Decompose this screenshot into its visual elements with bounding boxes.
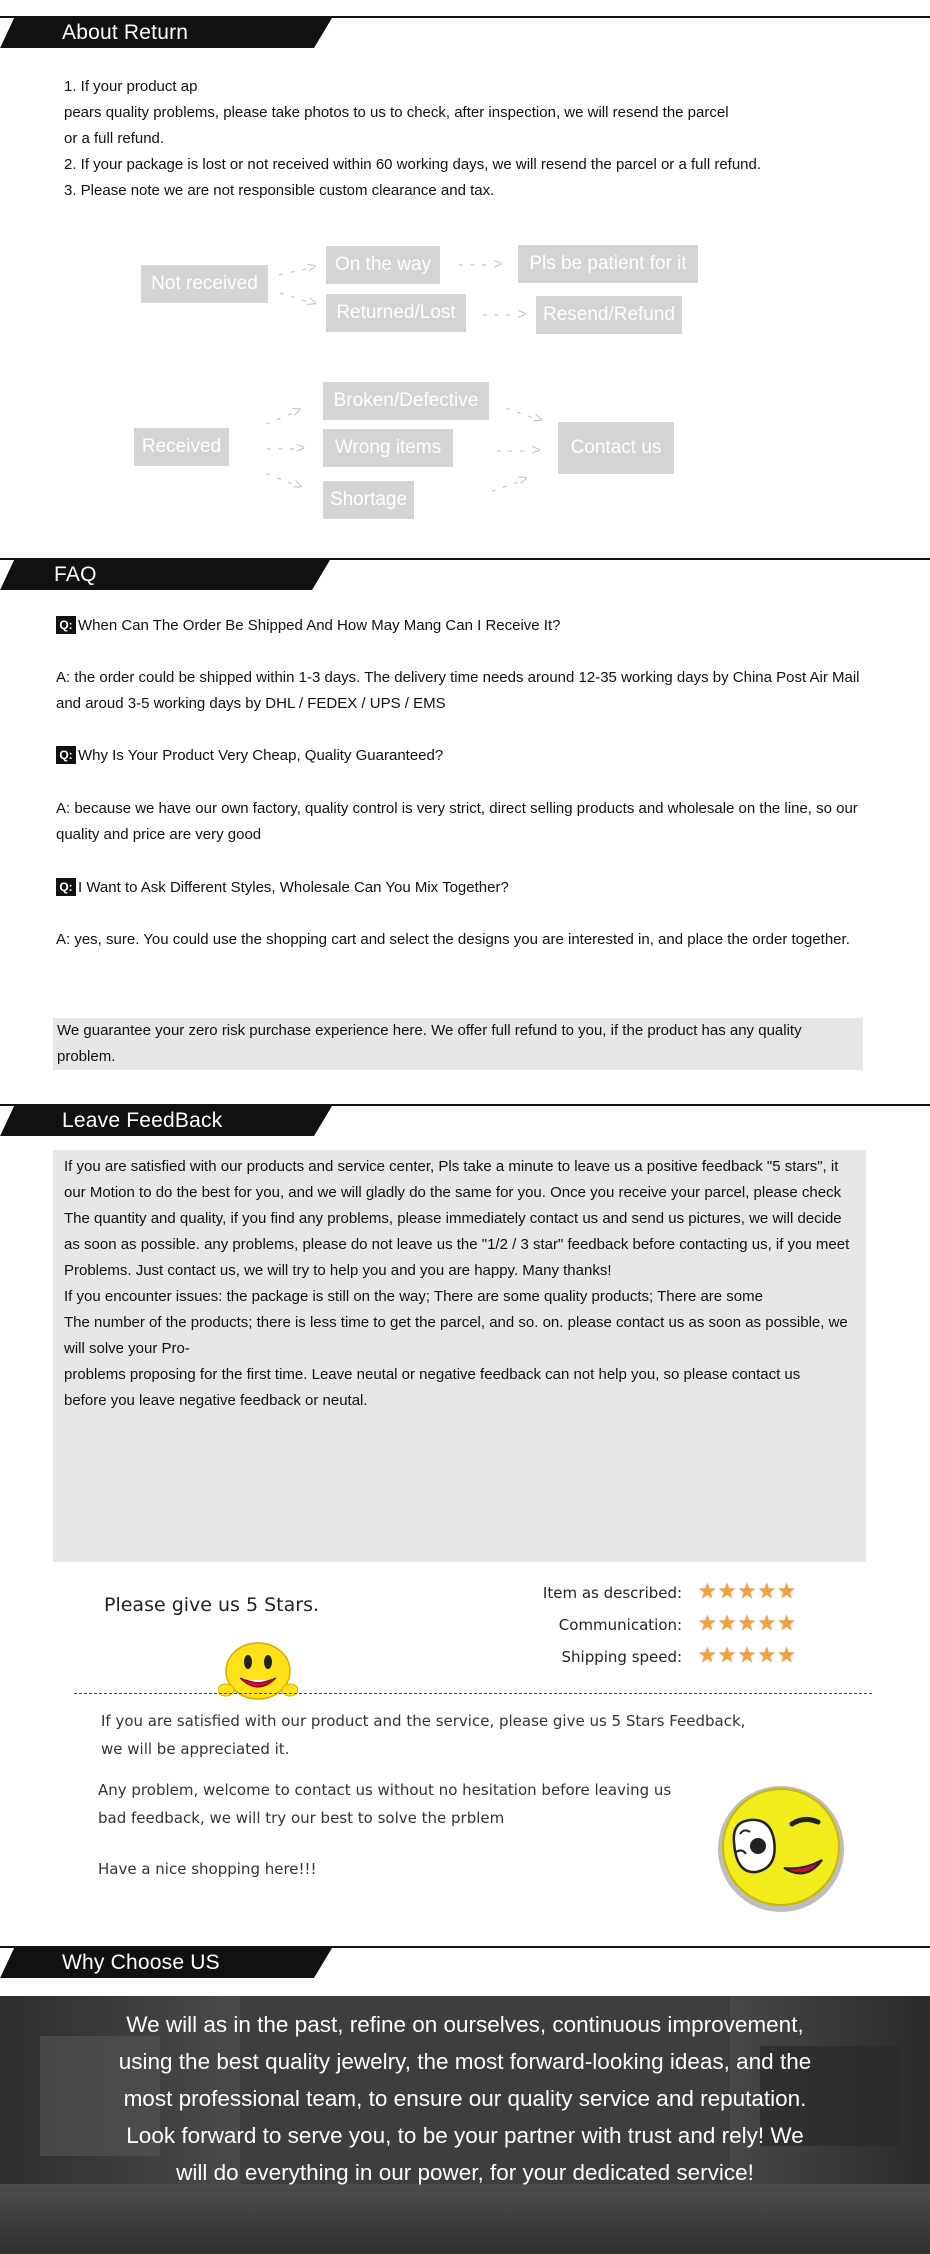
ok-smiley-icon bbox=[714, 1782, 848, 1916]
flow-arrow: - - -> bbox=[488, 469, 532, 500]
star-icon: ★ bbox=[737, 1611, 757, 1635]
about-return-header bbox=[0, 16, 930, 48]
faq-question: Q: I Want to Ask Different Styles, Wholesale Can You Mix Together? bbox=[56, 877, 509, 899]
star-icon: ★ bbox=[737, 1643, 757, 1667]
star-icon: ★ bbox=[777, 1579, 796, 1603]
flow-shortage: Shortage bbox=[323, 481, 414, 519]
flow-not-received: Not received bbox=[141, 265, 268, 303]
star-icon: ★ bbox=[697, 1579, 717, 1603]
flow-broken: Broken/Defective bbox=[323, 382, 489, 420]
flow-arrow: - - -> bbox=[276, 258, 320, 284]
faq-answer: A: yes, sure. You could use the shopping cart and select the designs you are interested in, and place the order together. bbox=[56, 931, 850, 948]
dashed-divider bbox=[74, 1693, 872, 1694]
star-icon: ★ bbox=[757, 1611, 777, 1635]
section-title: Leave FeedBack bbox=[62, 1109, 223, 1132]
star-icon: ★ bbox=[717, 1579, 737, 1603]
why-choose-text: We will as in the past, refine on ourselves, continuous improvement, using the best quality jewelry, the most forward-looking ideas, and the most professional team, to ensure our quality service and reputation. Look forward to serve you, to be your partner with trust and rely! We will do everything in our power, for your dedicated service! bbox=[118, 2012, 812, 2185]
return-policy-text: 1. If your product ap pears quality problems, please take photos to us to check, after inspection, we will resend the parcel or a full refund. 2. If your package is lost or not received within 60 working days, we will resend the parcel or a full refund. 3. Please note we are not responsible custom clearance and tax. bbox=[64, 78, 762, 199]
flow-be-patient: Pls be patient for it bbox=[518, 245, 698, 283]
faq-answer: A: because we have our own factory, quality control is very strict, direct selling products and wholesale on the line, so our quality and price are very good bbox=[56, 800, 858, 843]
header-rule bbox=[0, 16, 930, 18]
guarantee-box bbox=[53, 1018, 863, 1070]
problem-text: Any problem, welcome to contact us without no hesitation before leaving us bad feedback, we will try our best to solve the prblem bbox=[98, 1781, 672, 1827]
faq-question: Q: Why Is Your Product Very Cheap, Quality Guaranteed? bbox=[56, 745, 443, 767]
rating-row: Communication: ★★★★★ bbox=[558, 1611, 796, 1635]
star-icon: ★ bbox=[757, 1643, 777, 1667]
flow-arrow: - - - > bbox=[482, 306, 528, 323]
faq-answer: A: the order could be shipped within 1-3 days. The delivery time needs around 12-35 working days by China Post Air Mail and aroud 3-5 working days by DHL / FEDEX / UPS / EMS bbox=[56, 669, 860, 712]
rating-row: Item as described: ★★★★★ bbox=[542, 1579, 796, 1603]
q-badge: Q: bbox=[56, 746, 76, 764]
flow-resend-refund: Resend/Refund bbox=[536, 296, 682, 334]
star-icon: ★ bbox=[697, 1643, 717, 1667]
satisfied-text: If you are satisfied with our product and the service, please give us 5 Stars Feedback, we will be appreciated it. bbox=[101, 1712, 746, 1758]
star-icon: ★ bbox=[757, 1579, 777, 1603]
faq-question: Q: When Can The Order Be Shipped And How May Mang Can I Receive It? bbox=[56, 615, 560, 637]
nice-shopping-text: Have a nice shopping here!!! bbox=[98, 1860, 317, 1878]
flow-received: Received bbox=[134, 428, 229, 466]
star-icon: ★ bbox=[737, 1579, 757, 1603]
feedback-box bbox=[53, 1150, 866, 1562]
flow-arrow: - - -> bbox=[502, 399, 547, 430]
star-icon: ★ bbox=[777, 1643, 796, 1667]
star-icon: ★ bbox=[697, 1611, 717, 1635]
section-title: About Return bbox=[62, 21, 189, 44]
guarantee-text: We guarantee your zero risk purchase experience here. We offer full refund to you, if the product has any quality problem. bbox=[57, 1022, 802, 1065]
why-header bbox=[0, 1946, 930, 1978]
flow-returned-lost: Returned/Lost bbox=[326, 294, 466, 332]
faq-header bbox=[0, 558, 930, 590]
feedback-header bbox=[0, 1104, 930, 1136]
star-icon: ★ bbox=[717, 1643, 737, 1667]
header-rule bbox=[0, 1946, 930, 1948]
give-stars-text: Please give us 5 Stars. bbox=[104, 1594, 320, 1616]
flow-arrow: - - -> bbox=[276, 284, 321, 313]
flow-arrow: - - - > bbox=[458, 256, 504, 273]
header-rule bbox=[0, 1104, 930, 1106]
header-rule bbox=[0, 558, 930, 560]
flow-arrow: - - -> bbox=[262, 465, 307, 496]
flow-wrong-items: Wrong items bbox=[323, 429, 453, 467]
why-choose-banner bbox=[0, 1996, 930, 2254]
q-badge: Q: bbox=[56, 878, 76, 896]
section-title: FAQ bbox=[54, 563, 97, 586]
feedback-text: If you are satisfied with our products and service center, Pls take a minute to leave us a positive feedback "5 stars", it our Motion to do the best for you, and we will gladly do the same for you. Once you receive your parcel, please check The quantity and quality, if you find any problems, please immediately contact us and send us pictures, we will decide as soon as possible. any problems, please do not leave us the "1/2 / 3 star" feedback before contacting us, if you meet Problems. Just contact us, we will try to help you and you are happy. Many thanks! If you encounter issues: the package is still on the way; There are some quality products; There are some The number of the products; there is less time to get the parcel, and so. on. please contact us as soon as possible, we will solve your Pro- problems proposing for the first time. Leave neutal or negative feedback can not help you, so please contact us before you leave negative feedback or neutal. bbox=[64, 1158, 850, 1409]
star-icon: ★ bbox=[777, 1611, 796, 1635]
header-bar bbox=[0, 560, 330, 590]
section-title: Why Choose US bbox=[62, 1951, 220, 1974]
q-badge: Q: bbox=[56, 616, 76, 634]
rating-row: Shipping speed: ★★★★★ bbox=[561, 1643, 796, 1667]
flow-arrow: - - -> bbox=[266, 440, 307, 457]
rating-panel bbox=[520, 1580, 796, 1670]
flow-on-the-way: On the way bbox=[326, 246, 440, 284]
star-icon: ★ bbox=[717, 1611, 737, 1635]
flow-contact-us: Contact us bbox=[558, 422, 674, 474]
flow-arrow: - - - > bbox=[496, 442, 542, 459]
flow-arrow: - - -> bbox=[262, 401, 306, 432]
